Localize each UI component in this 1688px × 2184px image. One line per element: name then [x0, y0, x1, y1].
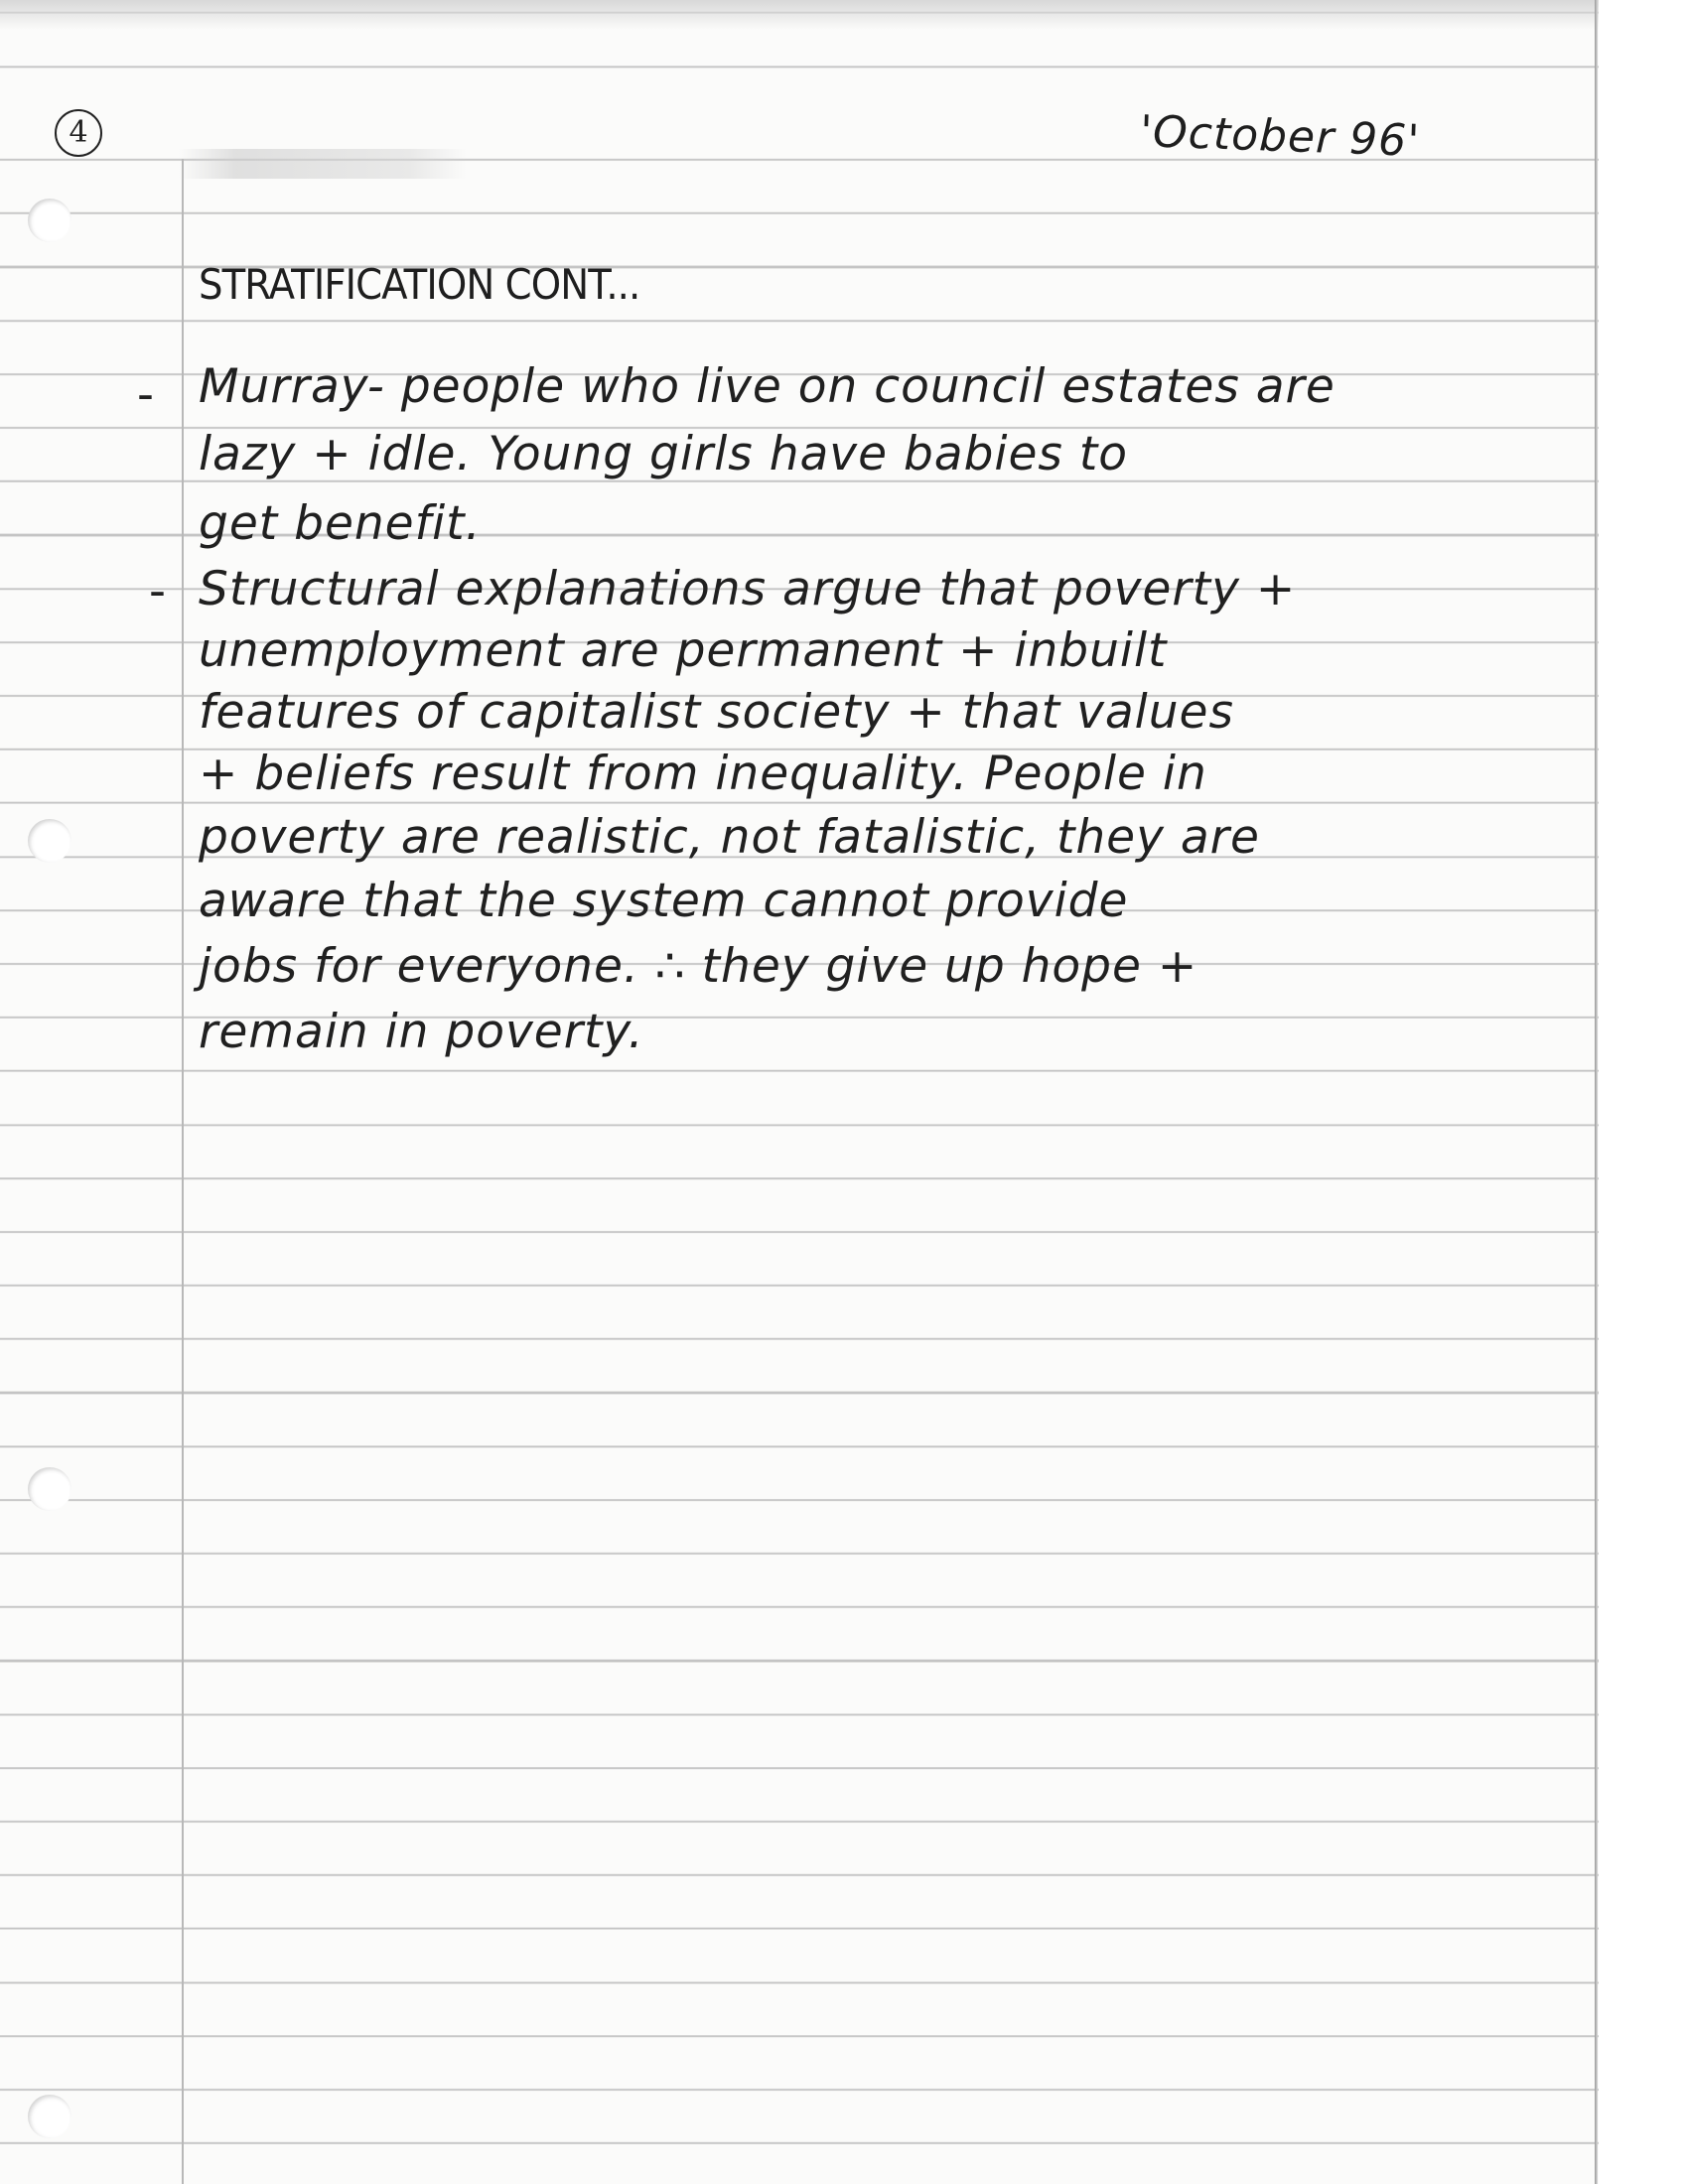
note-line: + beliefs result from inequality. People in	[199, 747, 1207, 801]
note-line: jobs for everyone. ∴ they give up hope +	[199, 939, 1198, 994]
note-line: poverty are realistic, not fatalistic, they are	[199, 810, 1260, 865]
punch-hole	[28, 199, 71, 242]
note-line: Murray- people who live on council estates are	[199, 359, 1336, 414]
note-line: features of capitalist society + that values	[199, 685, 1234, 740]
punch-hole	[28, 819, 71, 863]
redacted-name	[179, 149, 467, 179]
page-number: 4	[55, 109, 102, 157]
scan-background	[1599, 0, 1688, 2184]
margin-line	[182, 159, 184, 2184]
page-heading: STRATIFICATION CONT...	[199, 260, 640, 309]
date: 'October 96'	[1139, 106, 1422, 167]
note-line: get benefit.	[199, 496, 482, 551]
scan-shading	[0, 0, 1688, 30]
page-edge	[1595, 0, 1598, 2184]
punch-hole	[28, 1467, 71, 1511]
note-line: unemployment are permanent + inbuilt	[199, 623, 1168, 678]
bullet-dash: -	[137, 367, 154, 422]
note-line: aware that the system cannot provide	[199, 874, 1129, 928]
note-line: Structural explanations argue that poverty +	[199, 562, 1297, 616]
bullet-dash: -	[149, 564, 166, 618]
punch-hole	[28, 2095, 71, 2138]
note-line: lazy + idle. Young girls have babies to	[199, 427, 1129, 481]
note-line: remain in poverty.	[199, 1005, 644, 1059]
